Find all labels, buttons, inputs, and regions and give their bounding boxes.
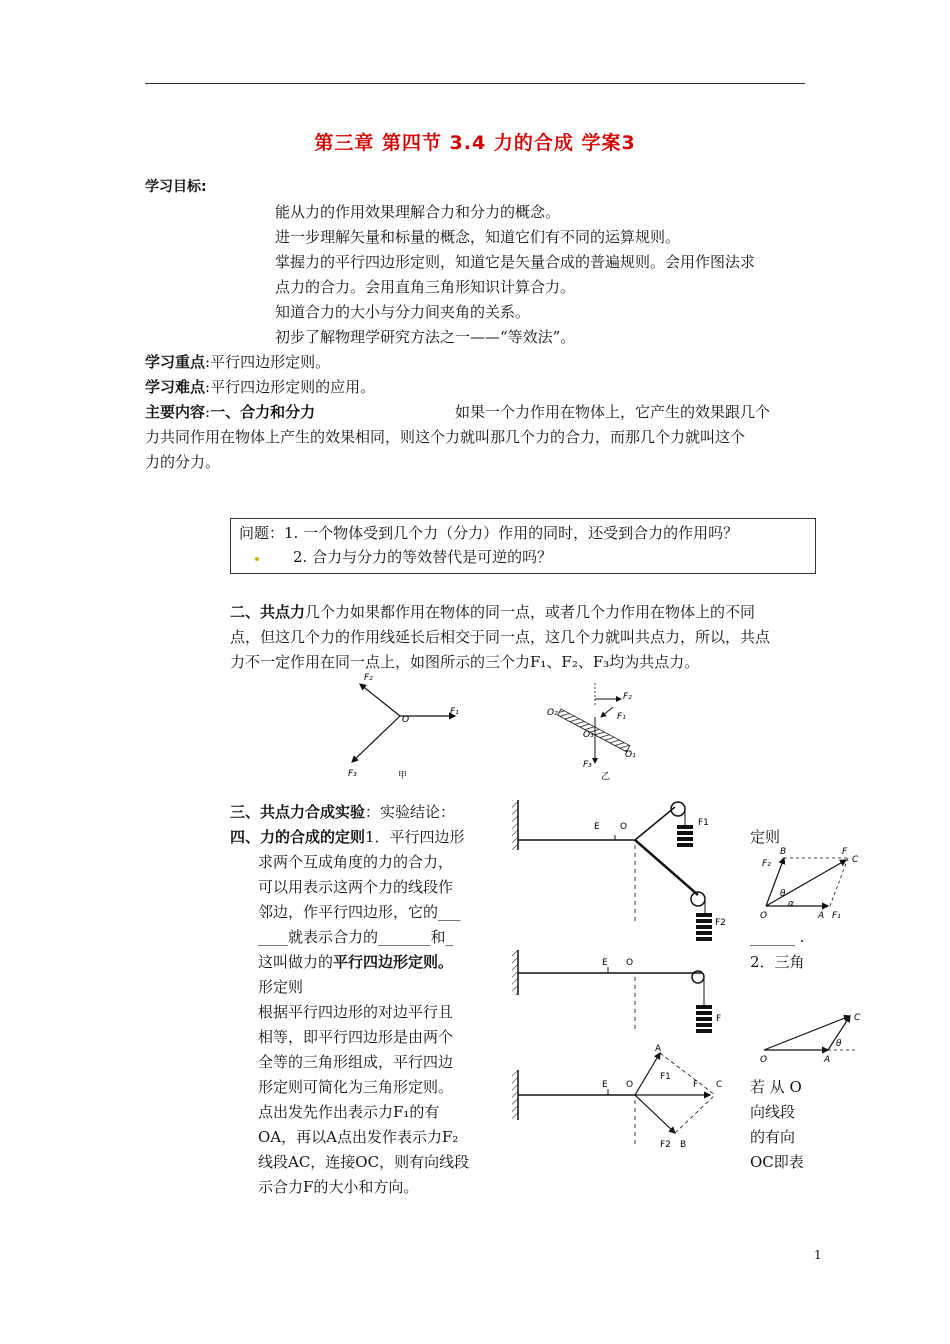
weight [696, 925, 712, 929]
section3-heading: 三、共点力合成实验 [230, 803, 366, 821]
weight [677, 843, 693, 847]
right-text: 向线段 [750, 1103, 796, 1121]
section1-heading: 一、合力和分力 [210, 403, 316, 421]
weight [696, 931, 712, 935]
top-rule [145, 83, 805, 84]
label-theta: θ [780, 889, 786, 899]
force-f3-arrow [352, 716, 400, 762]
force-f1-arrow [635, 1053, 660, 1095]
label-f1: F₁ [832, 911, 841, 921]
label-f: F [693, 1080, 699, 1090]
key-point [145, 350, 330, 375]
weight [696, 913, 712, 917]
objective-item: 知道合力的大小与分力间夹角的关系。 [275, 303, 531, 321]
label-o: O [626, 1080, 634, 1090]
caption-yi: 乙 [601, 772, 611, 782]
main-content-line [145, 400, 315, 425]
section4-text: 这叫做力的 [258, 953, 334, 971]
key-point-text: :平行四边形定则。 [205, 353, 331, 371]
section4-text: 点出发先作出表示力F₁的有 [258, 1103, 440, 1121]
label-o: O [626, 958, 634, 968]
section4-text: 根据平行四边形的对边平行且 [258, 1003, 454, 1021]
section4-text: 邻边，作平行四边形，它的___ [258, 903, 461, 921]
section4-text: 可以用表示这两个力的线段作 [258, 878, 454, 896]
right-text: 的有向 [750, 1128, 796, 1146]
objective-item: 掌握力的平行四边形定则，知道它是矢量合成的普遍规则。会用作图法求 [275, 253, 756, 271]
caption-jia: 甲 [398, 771, 408, 781]
label-f2: F₂ [623, 692, 632, 702]
section4-text: 形定则 [258, 978, 304, 996]
objective-item: 进一步理解矢量和标量的概念，知道它们有不同的运算规则。 [275, 228, 681, 246]
label-f2: F₂ [762, 859, 771, 869]
section4-text: 1．平行四边形 [365, 828, 465, 846]
section4-rule-line [258, 950, 453, 975]
label-c: C [716, 1080, 723, 1090]
label-c: C [852, 855, 859, 865]
label-e: E [602, 958, 608, 968]
label-a: A [824, 1055, 831, 1065]
force-f2-arrow [635, 1095, 675, 1133]
label-f3: F₃ [583, 760, 592, 770]
section4-text: 线段AC，连接OC，则有向线段 [258, 1153, 470, 1171]
objective-item: 初步了解物理学研究方法之一——“等效法”。 [275, 328, 576, 346]
label-f2: F2 [715, 918, 726, 928]
main-text: 力的分力。 [145, 453, 221, 471]
weight [677, 825, 693, 829]
section4-line [230, 825, 465, 850]
label-f1: F1 [660, 1072, 671, 1082]
parallelogram-rule: 平行四边形定则。 [333, 953, 454, 971]
force-f2-arrow [360, 684, 400, 716]
difficulty-text: :平行四边形定则的应用。 [205, 378, 376, 396]
right-blank: ______ . [750, 928, 805, 946]
label-f: F [842, 847, 848, 857]
force-f1-arrow [601, 707, 613, 717]
label-f1: F₁ [617, 712, 626, 722]
label-o: O [402, 715, 410, 725]
label-b: B [680, 1140, 687, 1150]
section4-text: 全等的三角形组成，平行四边 [258, 1053, 454, 1071]
label-c: C [854, 1013, 861, 1023]
section4-heading: 四、力的合成的定则 [230, 828, 366, 846]
section2-text: 力不一定作用在同一点上，如图所示的三个力F₁、F₂、F₃均为共点力。 [230, 653, 700, 671]
vector-oc [766, 860, 846, 906]
main-text: 力共同作用在物体上产生的效果相同，则这个力就叫那几个力的合力，而那几个力就叫这个 [145, 428, 746, 446]
section4-text: 相等，即平行四边形是由两个 [258, 1028, 454, 1046]
section3-text: ：实验结论： [365, 803, 456, 821]
experiment-figure [510, 795, 745, 1155]
string-f2 [635, 840, 698, 895]
section2-text: 点，但这几个力的作用线延长后相交于同一点，这几个力就叫共点力，所以，共点 [230, 628, 771, 646]
section4-text: OA，再以A点出发作表示力F₂ [258, 1128, 459, 1146]
section2-heading: 二、共点力 [230, 603, 306, 621]
question-1: 问题：1. 一个物体受到几个力（分力）作用的同时，还受到合力的作用吗？ [239, 524, 739, 542]
objective-item: 点力的合力。会用直角三角形知识计算合力。 [275, 278, 576, 296]
question-box [230, 518, 816, 574]
weight [677, 837, 693, 841]
label-alpha: α [788, 899, 794, 909]
label-a: A [818, 911, 825, 921]
weight [696, 1011, 712, 1015]
difficulty-label: 学习难点 [145, 378, 206, 396]
weight [696, 1017, 712, 1021]
right-text: OC即表 [750, 1153, 804, 1171]
main-text: 如果一个力作用在物体上，它产生的效果跟几个 [455, 403, 771, 421]
weight [696, 1005, 712, 1009]
label-f3: F₃ [348, 769, 357, 779]
weight [696, 1029, 712, 1033]
objectives-label: 学习目标: [145, 179, 207, 195]
wall-3 [512, 1070, 518, 1120]
main-label: 主要内容 [145, 403, 206, 421]
section4-text: ____就表示合力的_______和_ [258, 928, 454, 946]
label-a: A [655, 1044, 662, 1054]
label-f2: F2 [660, 1140, 671, 1150]
label-o1: O₁ [625, 750, 636, 760]
wall-1 [512, 800, 518, 850]
triangle-figure [758, 1008, 863, 1066]
label-o: O [620, 822, 628, 832]
marker-dot [255, 557, 259, 561]
label-f: F [716, 1014, 722, 1024]
difficulty [145, 375, 375, 400]
weight [696, 919, 712, 923]
label-f1: F1 [698, 818, 709, 828]
label-o: O [760, 1055, 768, 1065]
label-e: E [594, 822, 600, 832]
section2-line [230, 600, 755, 625]
right-text: 2．三角 [750, 953, 805, 971]
figure-jia [340, 670, 470, 785]
question-2: 2. 合力与分力的等效替代是可逆的吗？ [293, 548, 553, 566]
weight [677, 831, 693, 835]
label-e: E [602, 1080, 608, 1090]
wall-2 [512, 950, 518, 995]
section4-text: 求两个互成角度的力的合力， [258, 853, 454, 871]
page-title: 第三章 第四节 3.4 力的合成 学案3 [314, 132, 636, 154]
section2-text: 几个力如果都作用在物体的同一点，或者几个力作用在物体上的不同 [305, 603, 756, 621]
section4-text: 示合力F的大小和方向。 [258, 1178, 419, 1196]
section4-text: 形定则可简化为三角形定则。 [258, 1078, 454, 1096]
weight [696, 937, 712, 941]
right-text: 若 从 O [750, 1078, 802, 1096]
string-f1 [635, 807, 675, 840]
dashed-ac [830, 858, 848, 906]
label-theta: θ [836, 1039, 842, 1049]
figure-yi [545, 683, 645, 783]
dashed-side-2 [675, 1095, 715, 1133]
objective-item: 能从力的作用效果理解合力和分力的概念。 [275, 203, 561, 221]
right-text: 定则 [750, 828, 781, 846]
section3-line [230, 800, 455, 825]
label-o2: O₂ [547, 708, 558, 718]
key-point-label: 学习重点 [145, 353, 206, 371]
label-b: B [780, 847, 787, 857]
label-f2: F₂ [364, 673, 373, 683]
parallelogram-figure [756, 842, 866, 922]
page-number: 1 [814, 1248, 822, 1262]
weight [696, 1023, 712, 1027]
label-o: O [760, 911, 768, 921]
main-colon: : [205, 403, 211, 421]
label-f1: F₁ [450, 707, 459, 717]
label-o3: O₃ [583, 730, 594, 740]
